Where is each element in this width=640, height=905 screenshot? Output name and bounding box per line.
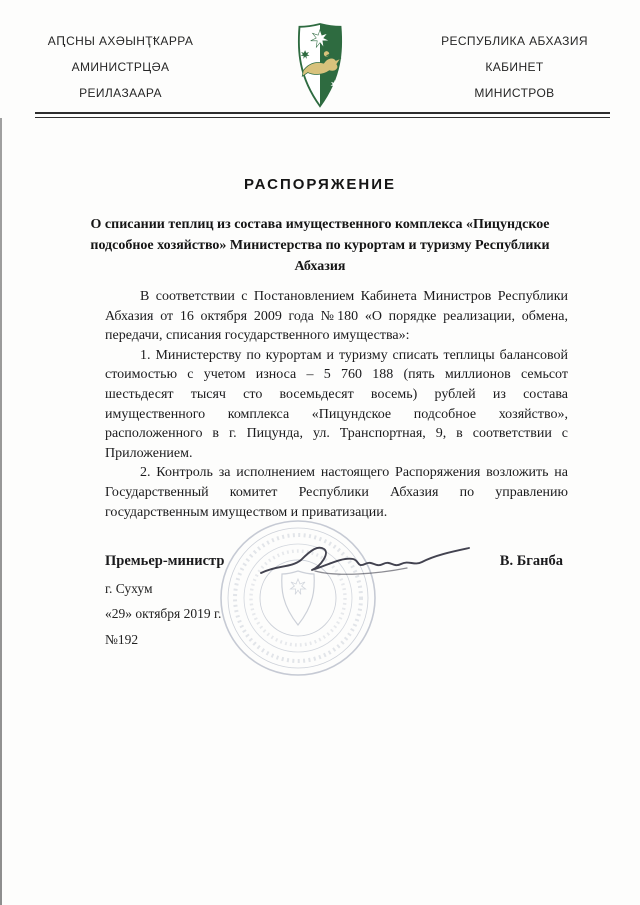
letterhead-left-line1: АԤСНЫ АХӘЫНҬҞАРРА [47,34,194,48]
signer-role: Премьер-министр [105,553,225,569]
signature-date: «29» октября 2019 г. [105,606,222,621]
coat-of-arms-icon [292,20,348,112]
signer-name: В. Бганба [499,553,563,569]
paragraph-preamble: В соответствии с Постановлением Кабинета Министров Республики Абхазия от 16 октября 2009 года №180 «О порядке реализации, обмена, передачи, списания государственного имущества»: [105,289,568,344]
letterhead-right-line1: РЕСПУБЛИКА АБХАЗИЯ [441,34,588,48]
document-number: №192 [105,632,139,647]
signature-city: г. Сухум [105,581,153,596]
document-title: РАСПОРЯЖЕНИЕ [243,176,397,193]
letterhead-right-line2: КАБИНЕТ [485,60,544,74]
document-body [105,287,568,522]
signature-section [105,545,568,685]
paragraph-item-1: 1. Министерству по курортам и туризму списать теплицы балансовой стоимостью с учетом износа – 5 760 188 (пять миллионов семьсот шестьдесят тысяч сто восемьдесят восемь) рублей из состава имущественного комплекса «Пицундское подсобное хозяйство», расположенного в г. Пицунда, ул. Транспортная, 9, в соответствии с Приложением. [105,347,568,461]
document-subject: О списании теплиц из состава имущественного комплекса «Пицундское подсобное хозяйство» Министерства по курортам и туризму Республики Абхазия [90,217,550,274]
paragraph-item-2: 2. Контроль за исполнением настоящего Распоряжения возложить на Государственный комитет Республики Абхазия по управлению государственным имуществом и приватизации. [105,465,568,520]
scan-edge-artifact [0,118,2,905]
letterhead-right [417,28,612,106]
letterhead-divider [35,112,610,118]
letterhead-right-line3: МИНИСТРОВ [474,86,555,100]
letterhead-left [18,28,223,106]
letterhead-left-line2: АМИНИСТРЦӘА [71,60,170,74]
signature-row [105,553,563,570]
letterhead-left-line3: РЕИЛАЗААРА [79,86,162,100]
